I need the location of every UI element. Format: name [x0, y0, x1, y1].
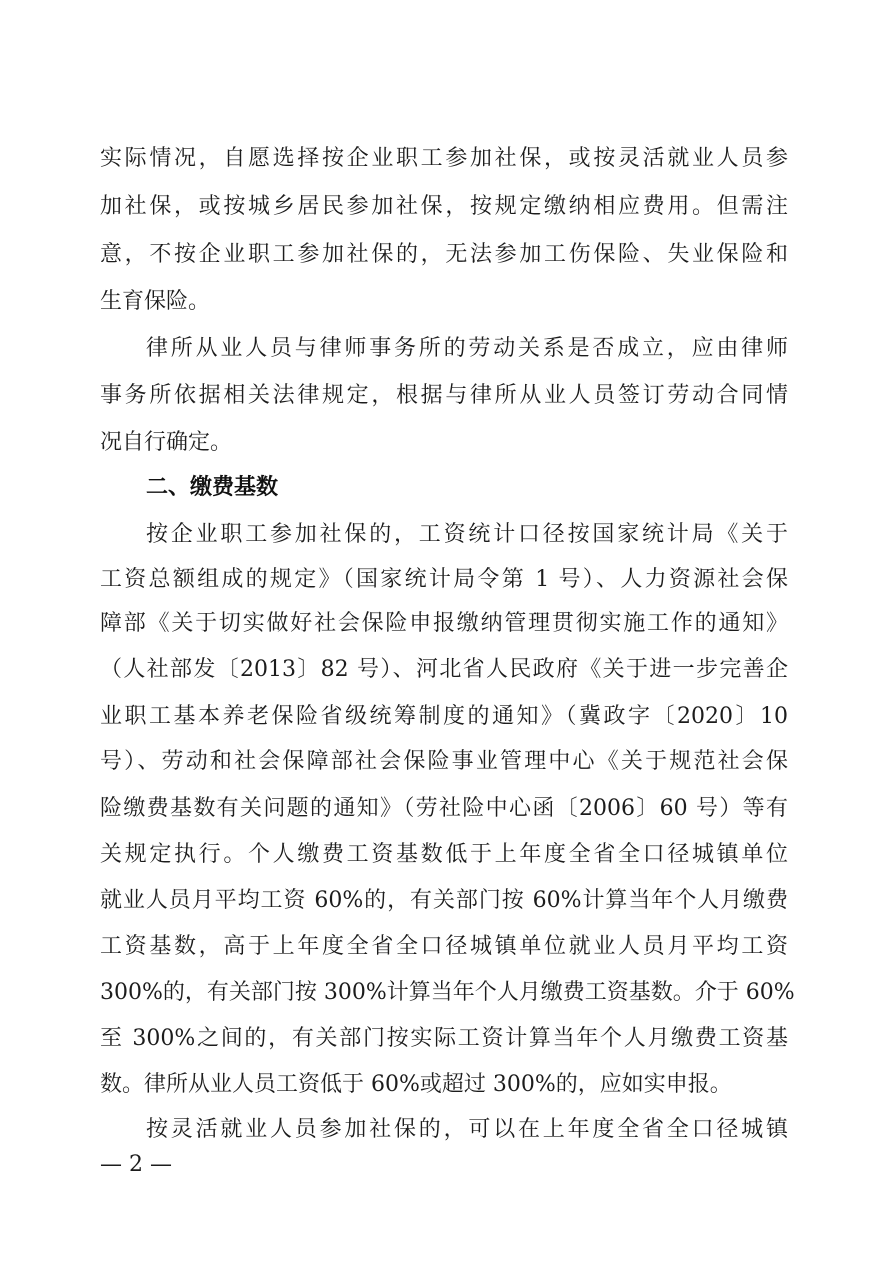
paragraph-start-line: 按企业职工参加社保的，工资统计口径按国家统计局《关于	[146, 522, 788, 547]
body-line: 事务所依据相关法律规定，根据与律所从业人员签订劳动合同情	[100, 383, 788, 408]
body-line: 意，不按企业职工参加社保的，无法参加工伤保险、失业保险和	[100, 242, 788, 267]
body-line: 实际情况，自愿选择按企业职工参加社保，或按灵活就业人员参	[100, 146, 788, 171]
body-line: 况自行确定。	[100, 430, 233, 455]
section-heading: 二、缴费基数	[146, 475, 279, 500]
body-line: 加社保，或按城乡居民参加社保，按规定缴纳相应费用。但需注	[100, 194, 788, 219]
body-line: 数。律所从业人员工资低于 60%或超过 300%的，应如实申报。	[100, 1072, 732, 1097]
body-line: 号）、劳动和社会保障部社会保险事业管理中心《关于规范社会保	[100, 749, 788, 774]
body-line: （人社部发〔2013〕82 号）、河北省人民政府《关于进一步完善企	[100, 657, 788, 682]
body-line: 生育保险。	[100, 289, 211, 314]
body-line: 至 300%之间的，有关部门按实际工资计算当年个人月缴费工资基	[100, 1026, 789, 1051]
paragraph-start-line: 按灵活就业人员参加社保的，可以在上年度全省全口径城镇	[146, 1117, 788, 1142]
page-number: — 2 —	[100, 1152, 172, 1177]
body-line: 障部《关于切实做好社会保险申报缴纳管理贯彻实施工作的通知》	[100, 611, 788, 636]
body-line: 300%的，有关部门按 300%计算当年个人月缴费工资基数。介于 60%	[100, 980, 795, 1005]
body-line: 就业人员月平均工资 60%的，有关部门按 60%计算当年个人月缴费	[100, 888, 788, 913]
body-line: 业职工基本养老保险省级统筹制度的通知》（冀政字〔2020〕10	[100, 704, 788, 729]
body-line: 险缴费基数有关问题的通知》（劳社险中心函〔2006〕60 号）等有	[100, 796, 788, 821]
paragraph-start-line: 律所从业人员与律师事务所的劳动关系是否成立，应由律师	[146, 336, 788, 361]
body-line: 工资总额组成的规定》（国家统计局令第 1 号）、人力资源社会保	[100, 567, 788, 592]
body-line: 工资基数，高于上年度全省全口径城镇单位就业人员月平均工资	[100, 934, 788, 959]
body-line: 关规定执行。个人缴费工资基数低于上年度全省全口径城镇单位	[100, 842, 788, 867]
